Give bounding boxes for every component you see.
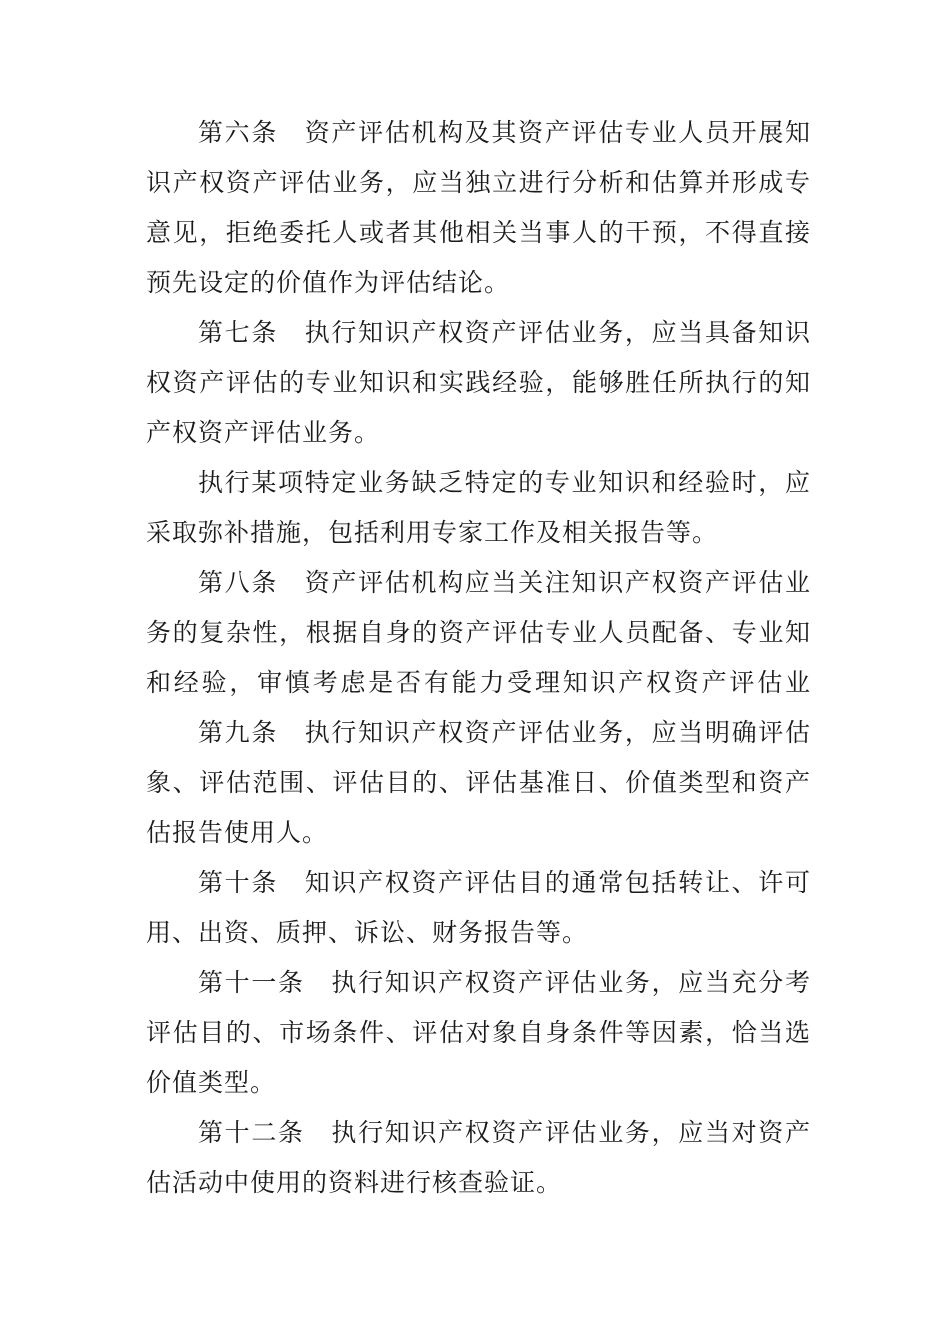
paragraph-line: 第十一条 执行知识产权资产评估业务，应当充分考 — [198, 968, 811, 997]
paragraph-line: 产权资产评估业务。 — [146, 418, 381, 447]
paragraph-line: 评估目的、市场条件、评估对象自身条件等因素，恰当选 — [146, 1018, 811, 1047]
paragraph-line: 预先设定的价值作为评估结论。 — [146, 268, 511, 297]
paragraph-line: 第八条 资产评估机构应当关注知识产权资产评估业 — [198, 568, 811, 597]
paragraph-line: 价值类型。 — [146, 1068, 277, 1097]
paragraph-line: 识产权资产评估业务，应当独立进行分析和估算并形成专 — [146, 168, 811, 197]
paragraph-line: 用、出资、质押、诉讼、财务报告等。 — [146, 918, 589, 947]
paragraph-line: 估报告使用人。 — [146, 818, 329, 847]
paragraph-line: 第十二条 执行知识产权资产评估业务，应当对资产 — [198, 1118, 811, 1147]
paragraph-line: 第六条 资产评估机构及其资产评估专业人员开展知 — [198, 118, 811, 147]
paragraph-line: 象、评估范围、评估目的、评估基准日、价值类型和资产 — [146, 768, 811, 797]
paragraph-line: 执行某项特定业务缺乏特定的专业知识和经验时，应 — [198, 468, 811, 497]
paragraph-line: 务的复杂性，根据自身的资产评估专业人员配备、专业知 — [146, 618, 811, 647]
paragraph-line: 估活动中使用的资料进行核查验证。 — [146, 1168, 563, 1197]
paragraph-line: 第七条 执行知识产权资产评估业务，应当具备知识 — [198, 318, 811, 347]
paragraph-line: 第十条 知识产权资产评估目的通常包括转让、许可 — [198, 868, 811, 897]
paragraph-line: 采取弥补措施，包括利用专家工作及相关报告等。 — [146, 518, 719, 547]
paragraph-line: 第九条 执行知识产权资产评估业务，应当明确评估 — [198, 718, 811, 747]
paragraph-line: 意见，拒绝委托人或者其他相关当事人的干预，不得直接 — [146, 218, 811, 247]
paragraph-line: 和经验，审慎考虑是否有能力受理知识产权资产评估业 — [146, 668, 811, 697]
paragraph-line: 权资产评估的专业知识和实践经验，能够胜任所执行的知 — [146, 368, 811, 397]
document-page — [146, 108, 811, 1208]
